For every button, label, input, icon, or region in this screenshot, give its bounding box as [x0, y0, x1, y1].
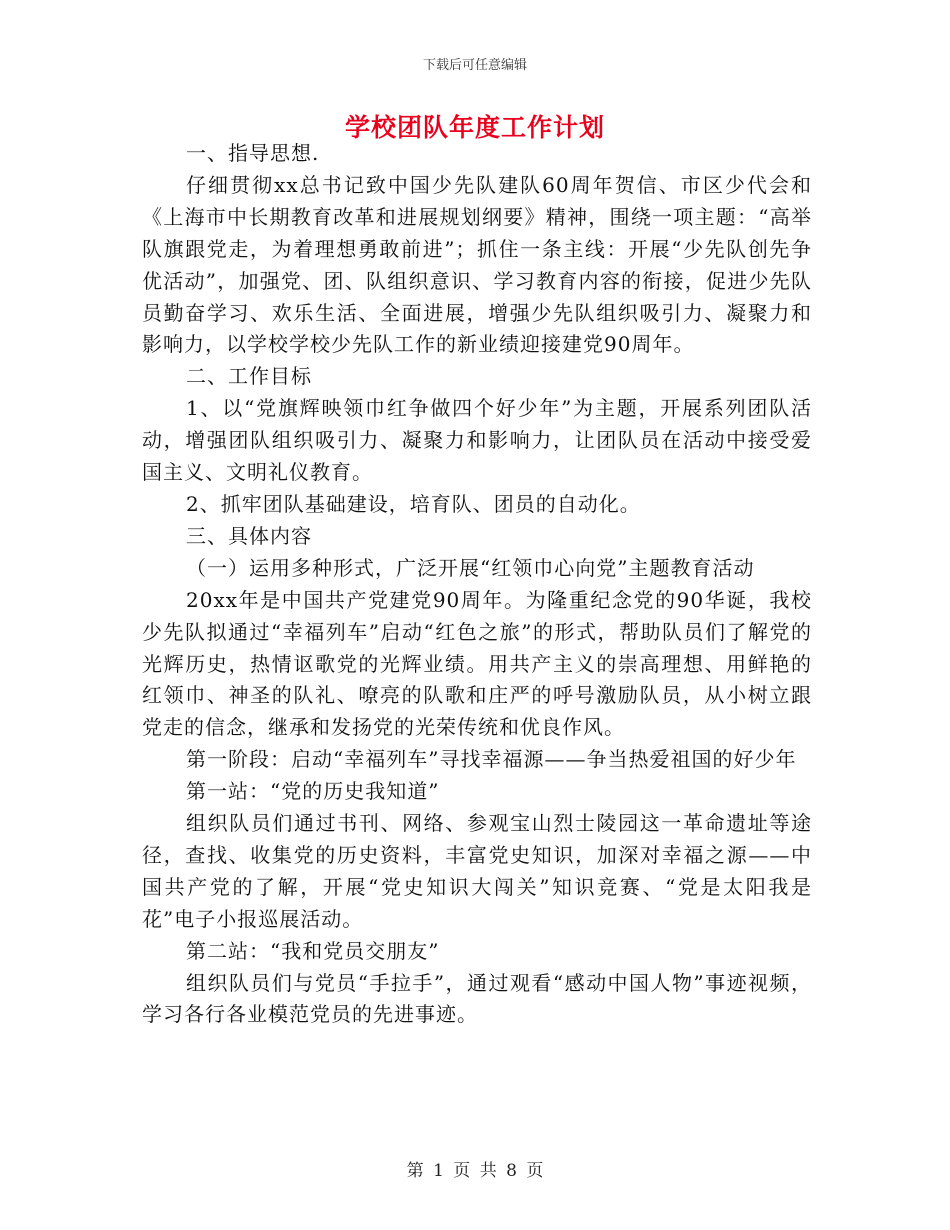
station-heading-2: 第二站：“我和党员交朋友” — [186, 938, 440, 963]
section-heading-specific-content: 三、具体内容 — [186, 523, 312, 548]
section-heading-guiding-thought: 一、指导思想. — [186, 141, 320, 165]
paragraph-station-2: 组织队员们与党员“手拉手”，通过观看“感动中国人物”事迹视频，学习各行各业模范党员的先进事迹。 — [142, 970, 812, 1027]
document-body — [142, 138, 812, 1031]
subsection-heading-1: （一）运用多种形式，广泛开展“红领巾心向党”主题教育活动 — [186, 555, 755, 580]
paragraph-anniversary: 20xx年是中国共产党建党90周年。为隆重纪念党的90华诞，我校少先队拟通过“幸福列车”启动“红色之旅”的形式，帮助队员们了解党的光辉历史，热情讴歌党的光辉业绩。用共产主义的崇高理想、用鲜艳的红领巾、神圣的队礼、嘹亮的队歌和庄严的呼号激励队员，从小树立跟党走的信念，继承和发扬党的光荣传统和优良作风。 — [142, 587, 812, 740]
header-note: 下载后可任意编辑 — [422, 58, 527, 73]
station-heading-1: 第一站：“党的历史我知道” — [186, 779, 440, 804]
section-heading-work-goals: 二、工作目标 — [186, 364, 312, 389]
paragraph-goal-1: 1、以“党旗辉映领巾红争做四个好少年”为主题，开展系列团队活动，增强团队组织吸引力、凝聚力和影响力，让团队员在活动中接受爱国主义、文明礼仪教育。 — [142, 396, 812, 485]
page-number-footer: 第 1 页 共 8 页 — [406, 1161, 544, 1181]
paragraph-station-1: 组织队员们通过书刊、网络、参观宝山烈士陵园这一革命遗址等途径，查找、收集党的历史资料，丰富党史知识，加深对幸福之源——中国共产党的了解，开展“党史知识大闯关”知识竞赛、“党是太阳我是花”电子小报巡展活动。 — [142, 811, 812, 931]
stage-heading-1: 第一阶段：启动“幸福列车”寻找幸福源——争当热爱祖国的好少年 — [186, 747, 797, 772]
document-title: 学校团队年度工作计划 — [344, 113, 605, 142]
paragraph-goal-2: 2、抓牢团队基础建设，培育队、团员的自动化。 — [186, 491, 641, 516]
paragraph-guiding-thought: 仔细贯彻xx总书记致中国少先队建队60周年贺信、市区少代会和《上海市中长期教育改革和进展规划纲要》精神，围绕一项主题：“高举队旗跟党走，为着理想勇敢前进”；抓住一条主线：开展“少先队创先争优活动”，加强党、团、队组织意识、学习教育内容的衔接，促进少先队员勤奋学习、欢乐生活、全面进展，增强少先队组织吸引力、凝聚力和影响力，以学校学校少先队工作的新业绩迎接建党90周年。 — [142, 172, 812, 357]
